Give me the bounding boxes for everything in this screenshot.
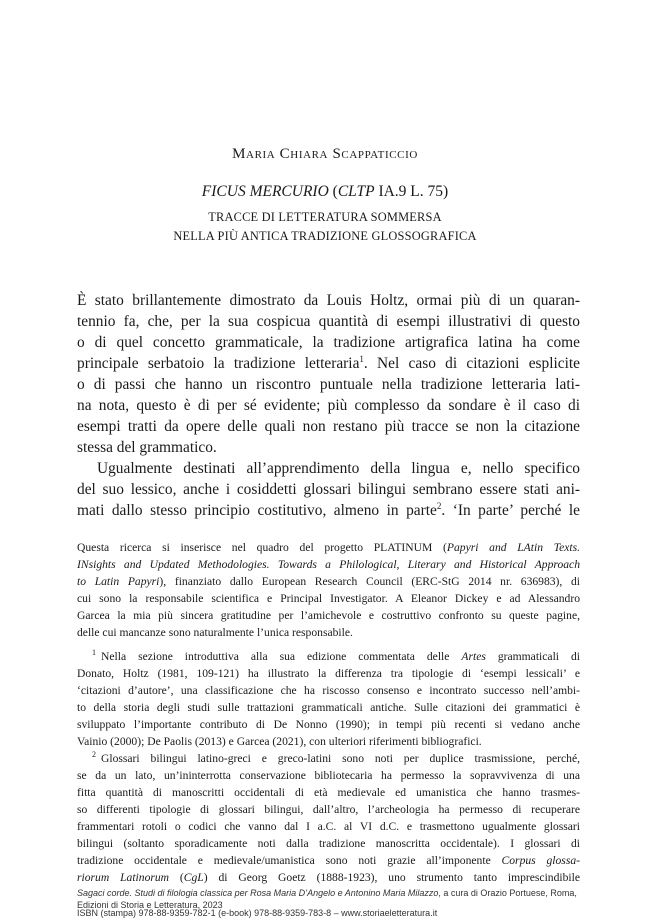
footnote-ref-1[interactable]: 1: [359, 353, 364, 364]
footnote-1-line: Donato, Holtz (1981, 109-121) ha illustrato la differenza tra tipologie di ‘esempi lessicali’ e: [77, 667, 580, 680]
acknowledgement-line: delle cui mancanze sono naturalmente l’unica responsabile.: [77, 626, 353, 639]
fn-text: Glossari bilingui latino-greci e greco-latini sono noti per duplice trasmissione, perché,: [101, 752, 580, 765]
body-line: na nota, questo è di per sé evidente; più complesso da sondare è il caso di: [77, 397, 580, 414]
ack-text: ), finanziato dallo European Research Council (ERC-StG 2014 nr. 636983), di: [159, 575, 580, 588]
ack-italic: Papyri and LAtin Texts.: [446, 541, 581, 554]
footnote-number: 1: [92, 648, 96, 658]
ack-italic: to Latin Papyri: [77, 575, 160, 588]
body-line: o di quel concetto grammaticale, la tradizione artigrafica latina ha come: [77, 334, 580, 351]
title-ref-rest: IA.9 L. 75): [374, 183, 449, 200]
acknowledgement-line: [77, 539, 580, 556]
colophon-isbn: ISBN (stampa) 978-88-9359-782-1 (e-book) 978-88-9359-783-8 – www.storiaeletteratura.it: [77, 908, 438, 918]
body-line: tennio fa, che, per la sua cospicua quantità di esempi illustrativi di questo: [77, 313, 580, 330]
acknowledgement-line: Garcea la mia più sincera gratitudine per l’amichevole e costruttivo confronto su queste pagine,: [77, 609, 580, 622]
subtitle-line-1: TRACCE DI LETTERATURA SOMMERSA: [208, 210, 442, 224]
fn-italic: Corpus glossa-: [501, 854, 580, 867]
footnote-number: 2: [92, 750, 96, 760]
footnote-1-line: ‘citazioni d’autore’, una classificazione che ha riscosso consenso e incontrato successo nell’ambi-: [77, 684, 580, 697]
colophon-line: Edizioni di Storia e Letteratura, 2023: [77, 900, 223, 910]
body-line: Ugualmente destinati all’apprendimento della lingua e, nello specifico: [97, 460, 580, 477]
fn-text: grammaticali di: [485, 650, 580, 663]
article-title: [0, 183, 650, 201]
fn-text: tradizione occidentale e medievale/umanistica sono noti grazie all’imponente: [77, 854, 502, 867]
ack-text: Questa ricerca si inserisce nel quadro del progetto PLATINUM (: [77, 541, 447, 554]
footnote-2-line: frammentari rotoli o codici che vanno dal I a.C. al VI d.C. e trasmettono ugualmente glossari: [77, 820, 580, 833]
body-line: [77, 501, 580, 521]
footnote-2-line: fitta quantità di manoscritti occidentali di età medievale ed umanistica che hanno trasmes-: [77, 786, 580, 799]
footnote-ref-2[interactable]: 2: [436, 500, 442, 511]
footnote-2-line: se da un lato, un’ininterrotta conservazione bibliotecaria ha permesso la sopravvivenza di una: [77, 769, 580, 782]
fn-italic: CgL: [183, 871, 204, 884]
footnote-2-line: [77, 869, 580, 886]
colophon-text: , a cura di Orazio Portuese, Roma,: [438, 888, 577, 898]
body-text: ‘In parte’ perché le: [452, 502, 580, 519]
body-line: del suo lessico, anche i cosiddetti glossari bilingui sembrano essere stati ani-: [77, 481, 580, 498]
body-line: [77, 354, 580, 374]
acknowledgement-line: [77, 573, 580, 590]
footnote-1-line: [92, 648, 580, 665]
title-paren: (: [328, 183, 338, 200]
fn-italic: riorum Latinorum: [77, 871, 170, 884]
ack-italic: INsights and Updated Methodologies. Towards a Philological, Literary and Historical Approach: [77, 558, 580, 571]
footnote-2-line: so differenti tipologie di glossari bilingui, dall’altro, l’archeologia ha permesso di recuperare: [77, 803, 580, 816]
body-line: stessa del grammatico.: [77, 439, 217, 456]
title-ref-italic: CLTP: [337, 183, 375, 200]
body-text: mati dallo stesso principio costitutivo, almeno in parte: [77, 502, 437, 519]
body-text: principale serbatoio la tradizione letteraria: [77, 355, 360, 372]
acknowledgement-line: cui sono la responsabile scientifica e Principal Investigator. A Eleanor Dickey e ad Alessandro: [77, 592, 580, 605]
fn-italic: Artes: [461, 650, 486, 663]
acknowledgement-line: [77, 556, 580, 573]
footnote-2-line: bilingui (soltanto sporadicamente noti dalla tradizione manoscritta occidentale). I glossari di: [77, 837, 580, 850]
body-line: esempi tratti da opere delle quali non restano più tracce se non la citazione: [77, 418, 580, 435]
footnote-2-line: [92, 750, 580, 767]
footnote-1-line: sviluppato l’importante contributo di De Nonno (1990); in tempi più recenti si vedano anche: [77, 718, 580, 731]
fn-text: ) di Georg Goetz (1888-1923), uno strumento tanto imprescindibile: [203, 871, 580, 884]
footnote-1-line: Vainio (2000); De Paolis (2013) e Garcea (2021), con ulteriori riferimenti bibliografici.: [77, 735, 482, 748]
body-text: . Nel caso di citazioni esplicite: [363, 355, 580, 372]
footnote-2-line: [77, 852, 580, 869]
title-italic: FICUS MERCURIO: [201, 183, 329, 200]
body-line: o di passi che hanno un riscontro puntuale nella tradizione letteraria lati-: [77, 376, 580, 393]
footnote-1-line: to della storia degli studi sulle trattazioni grammaticali antiche. Sulle citazioni dei grammatici è: [77, 701, 580, 714]
colophon-italic: Sagaci corde. Studi di filologia classica per Rosa Maria D’Angelo e Antonino Maria Milazzo: [77, 888, 439, 898]
body-text: .: [441, 502, 453, 519]
body-line: È stato brillantemente dimostrato da Louis Holtz, ormai più di un quaran-: [77, 292, 580, 309]
fn-text: Nella sezione introduttiva alla sua edizione commentata delle: [101, 650, 462, 663]
subtitle-line-2: NELLA PIÙ ANTICA TRADIZIONE GLOSSOGRAFICA: [173, 229, 477, 243]
fn-text: (: [169, 871, 184, 884]
author-name: Maria Chiara Scappaticcio: [232, 146, 418, 162]
